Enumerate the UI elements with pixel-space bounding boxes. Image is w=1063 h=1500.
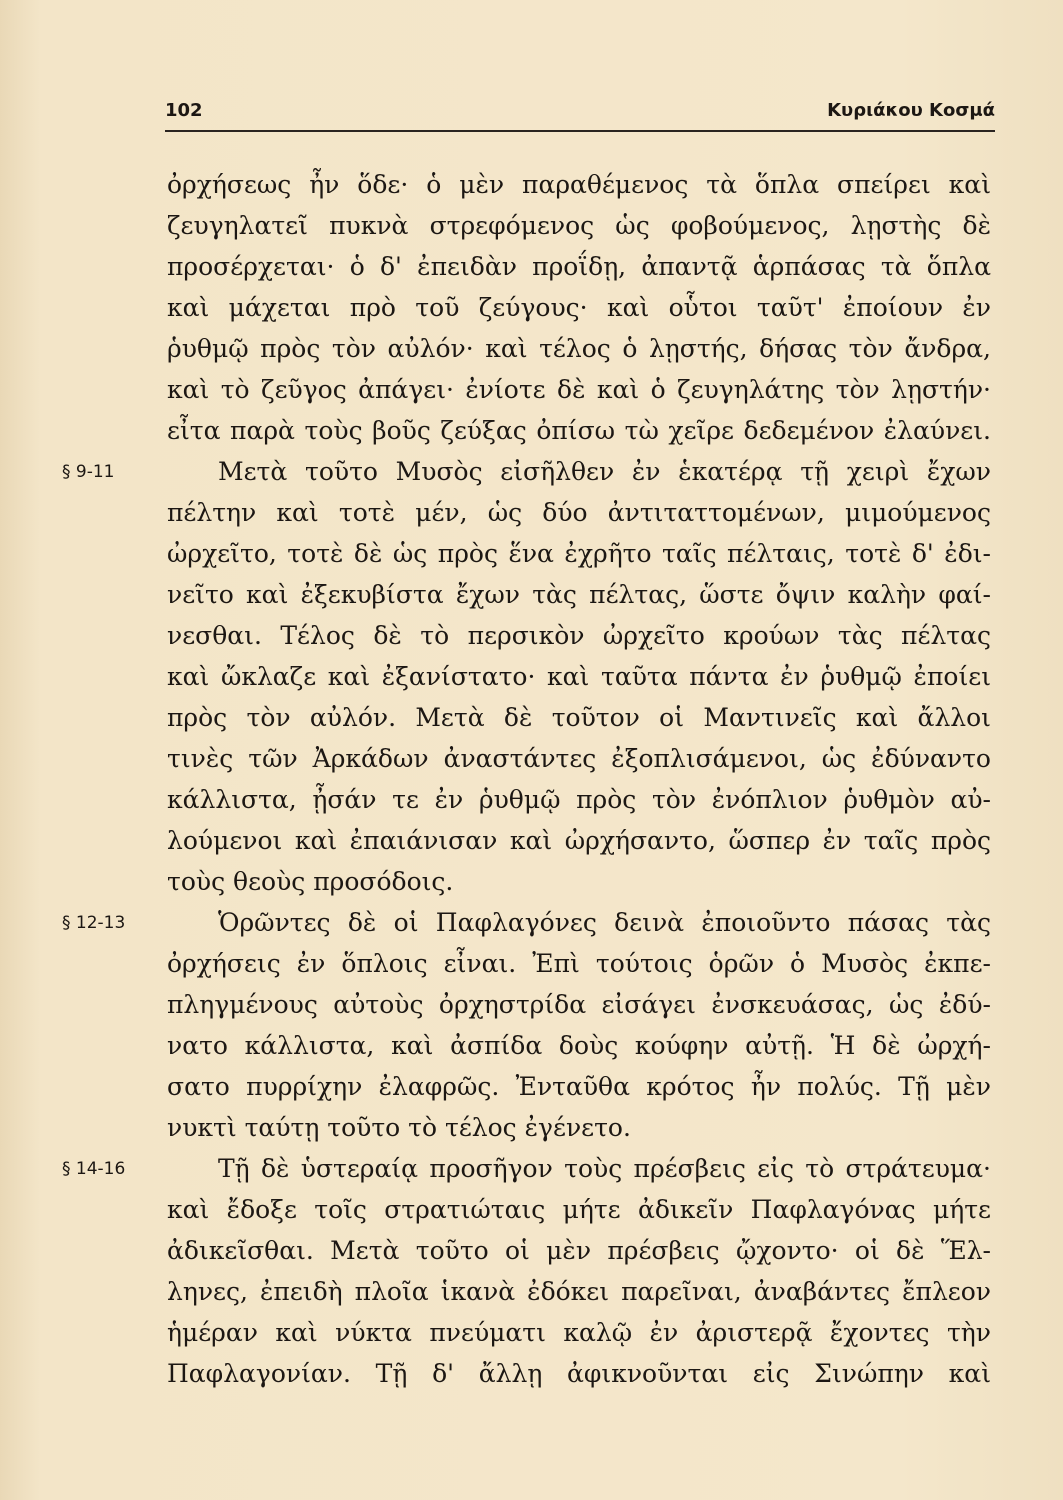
text-line: Τῇ δὲ ὑστεραίᾳ προσῆγον τοὺς πρέσβεις εἰς τὸ στράτευμα· [218, 1154, 991, 1183]
text-line: ὀρχήσεως ἦν ὅδε· ὁ μὲν παραθέμενος τὰ ὅπλα σπείρει καὶ [167, 170, 991, 199]
text-line: πέλτην καὶ τοτὲ μέν, ὡς δύο ἀντιταττομένων, μιμούμενος [167, 498, 991, 527]
section-marker: § 14-16 [62, 1159, 126, 1179]
text-line: καὶ ἔδοξε τοῖς στρατιώταις μήτε ἀδικεῖν Παφλαγόνας μήτε [167, 1195, 991, 1224]
section-marker: § 12-13 [62, 913, 126, 933]
text-line: Μετὰ τοῦτο Μυσὸς εἰσῆλθεν ἐν ἑκατέρᾳ τῇ χειρὶ ἔχων [218, 457, 991, 486]
text-line: λούμενοι καὶ ἐπαιάνισαν καὶ ὠρχήσαντο, ὥσπερ ἐν ταῖς πρὸς [167, 826, 991, 855]
text-line: καὶ ὤκλαζε καὶ ἐξανίστατο· καὶ ταῦτα πάντα ἐν ῥυθμῷ ἐποίει [167, 662, 991, 691]
text-line: καὶ μάχεται πρὸ τοῦ ζεύγους· καὶ οὗτοι ταῦτ' ἐποίουν ἐν [167, 293, 991, 322]
text-line: ὀρχήσεις ἐν ὅπλοις εἶναι. Ἐπὶ τούτοις ὁρῶν ὁ Μυσὸς ἐκπε- [167, 949, 991, 978]
text-line: νεῖτο καὶ ἐξεκυβίστα ἔχων τὰς πέλτας, ὥστε ὄψιν καλὴν φαί- [167, 580, 991, 609]
text-line: κάλλιστα, ᾖσάν τε ἐν ῥυθμῷ πρὸς τὸν ἐνόπλιον ῥυθμὸν αὐ- [167, 785, 991, 814]
section-marker: § 9-11 [62, 462, 115, 482]
text-line: Παφλαγονίαν. Τῇ δ' ἄλλῃ ἀφικνοῦνται εἰς Σινώπην καὶ [167, 1359, 991, 1388]
text-line: ζευγηλατεῖ πυκνὰ στρεφόμενος ὡς φοβούμενος, λῃστὴς δὲ [167, 211, 991, 240]
text-line: τοὺς θεοὺς προσόδοις. [167, 867, 454, 896]
page-number: 102 [165, 100, 203, 121]
text-line: ἀδικεῖσθαι. Μετὰ τοῦτο οἱ μὲν πρέσβεις ᾤχοντο· οἱ δὲ Ἕλ- [167, 1236, 991, 1265]
text-line: εἶτα παρὰ τοὺς βοῦς ζεύξας ὀπίσω τὼ χεῖρε δεδεμένον ἐλαύνει. [167, 416, 991, 445]
text-line: Ὁρῶντες δὲ οἱ Παφλαγόνες δεινὰ ἐποιοῦντο πάσας τὰς [218, 908, 991, 937]
text-line: νατο κάλλιστα, καὶ ἀσπίδα δοὺς κούφην αὐτῇ. Ἡ δὲ ὠρχή- [167, 1031, 991, 1060]
text-line: προσέρχεται· ὁ δ' ἐπειδὰν προΐδῃ, ἀπαντᾷ ἁρπάσας τὰ ὅπλα [167, 252, 991, 281]
text-line: σατο πυρρίχην ἐλαφρῶς. Ἐνταῦθα κρότος ἦν πολύς. Τῇ μὲν [167, 1072, 991, 1101]
text-line: ῥυθμῷ πρὸς τὸν αὐλόν· καὶ τέλος ὁ λῃστής, δήσας τὸν ἄνδρα, [167, 334, 991, 363]
text-line: τινὲς τῶν Ἀρκάδων ἀναστάντες ἐξοπλισάμενοι, ὡς ἐδύναντο [167, 744, 991, 773]
text-line: νεσθαι. Τέλος δὲ τὸ περσικὸν ὠρχεῖτο κρούων τὰς πέλτας [167, 621, 991, 650]
text-line: ὠρχεῖτο, τοτὲ δὲ ὡς πρὸς ἕνα ἐχρῆτο ταῖς πέλταις, τοτὲ δ' ἐδι- [167, 539, 991, 568]
text-line: καὶ τὸ ζεῦγος ἀπάγει· ἐνίοτε δὲ καὶ ὁ ζευγηλάτης τὸν λῃστήν· [167, 375, 991, 404]
text-line: πρὸς τὸν αὐλόν. Μετὰ δὲ τοῦτον οἱ Μαντινεῖς καὶ ἄλλοι [167, 703, 991, 732]
text-line: ἡμέραν καὶ νύκτα πνεύματι καλῷ ἐν ἀριστερᾷ ἔχοντες τὴν [167, 1318, 991, 1347]
text-line: νυκτὶ ταύτῃ τοῦτο τὸ τέλος ἐγένετο. [167, 1113, 631, 1142]
page-header [165, 100, 995, 132]
running-head: Κυριάκου Κοσμά [827, 100, 995, 121]
text-line: πληγμένους αὐτοὺς ὀρχηστρίδα εἰσάγει ἐνσκευάσας, ὡς ἐδύ- [167, 990, 991, 1019]
text-line: ληνες, ἐπειδὴ πλοῖα ἱκανὰ ἐδόκει παρεῖναι, ἀναβάντες ἔπλεον [167, 1277, 991, 1306]
